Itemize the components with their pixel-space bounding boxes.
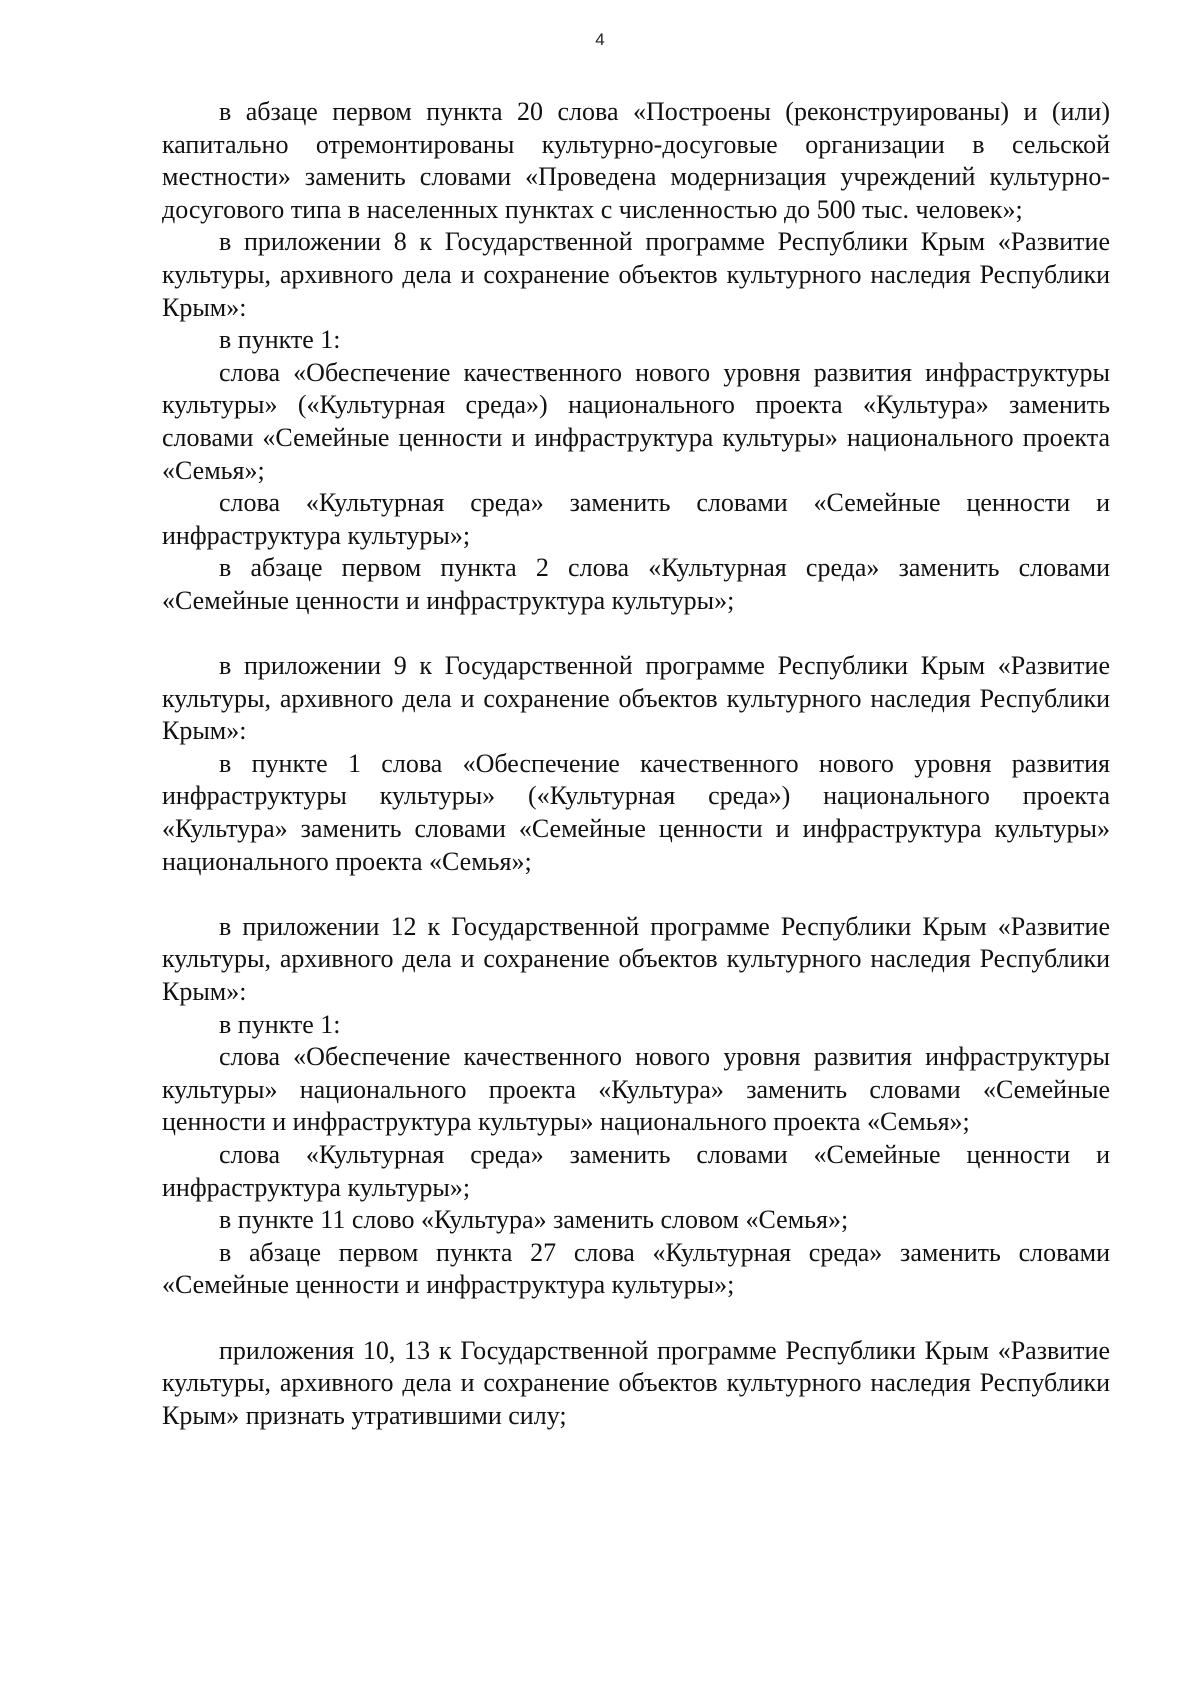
blank-line bbox=[162, 618, 1110, 651]
paragraph: слова «Обеспечение качественного нового уровня развития инфраструктуры культуры» («Культурная среда») национального проекта «Культура» заменить словами «Семейные ценности и инфраструктура культуры» национального проекта «Семья»; bbox=[162, 357, 1110, 485]
paragraph: в пункте 11 слово «Культура» заменить словом «Семья»; bbox=[219, 1205, 849, 1235]
paragraph: слова «Обеспечение качественного нового уровня развития инфраструктуры культуры» национального проекта «Культура» заменить словами «Семейные ценности и инфраструктура культуры» национального проекта «Семья»; bbox=[162, 1042, 1110, 1137]
paragraph: в абзаце первом пункта 2 слова «Культурная среда» заменить словами «Семейные ценности и инфраструктура культуры»; bbox=[162, 553, 1110, 615]
paragraph: в абзаце первом пункта 27 слова «Культурная среда» заменить словами «Семейные ценности и инфраструктура культуры»; bbox=[162, 1237, 1110, 1300]
paragraph: в приложении 8 к Государственной программе Республики Крым «Развитие культуры, архивного дела и сохранение объектов культурного наследия Республики Крым»: bbox=[162, 227, 1110, 322]
paragraph: приложения 10, 13 к Государственной программе Республики Крым «Развитие культуры, архивного дела и сохранение объектов культурного наследия Республики Крым» признать утратившими силу; bbox=[162, 1335, 1110, 1430]
paragraph: в пункте 1: bbox=[219, 1009, 341, 1039]
paragraph: в пункте 1 слова «Обеспечение качественного нового уровня развития инфраструктуры культуры» («Культурная среда») национального проекта «Культура» заменить словами «Семейные ценности и инфраструктура культуры» национального проекта «Семья»; bbox=[162, 748, 1110, 876]
paragraph: слова «Культурная среда» заменить словами «Семейные ценности и инфраструктура культуры»; bbox=[162, 488, 1110, 550]
document-body bbox=[162, 96, 1110, 1432]
paragraph: в абзаце первом пункта 20 слова «Построены (реконструированы) и (или) капитально отремонтированы культурно-досуговые организации в сельской местности» заменить словами «Проведена модернизация учреждений культурно-досугового типа в населенных пунктах с численностью до 500 тыс. человек»; bbox=[162, 97, 1110, 224]
paragraph: слова «Культурная среда» заменить словами «Семейные ценности и инфраструктура культуры»; bbox=[162, 1140, 1110, 1202]
paragraph: в приложении 12 к Государственной программе Республики Крым «Развитие культуры, архивного дела и сохранение объектов культурного наследия Республики Крым»: bbox=[162, 911, 1110, 1007]
page-number: 4 bbox=[595, 30, 605, 49]
blank-line bbox=[162, 878, 1110, 911]
blank-line bbox=[162, 1302, 1110, 1335]
paragraph: в приложении 9 к Государственной программе Республики Крым «Развитие культуры, архивного дела и сохранение объектов культурного наследия Республики Крым»: bbox=[162, 651, 1110, 746]
paragraph: в пункте 1: bbox=[219, 325, 341, 355]
